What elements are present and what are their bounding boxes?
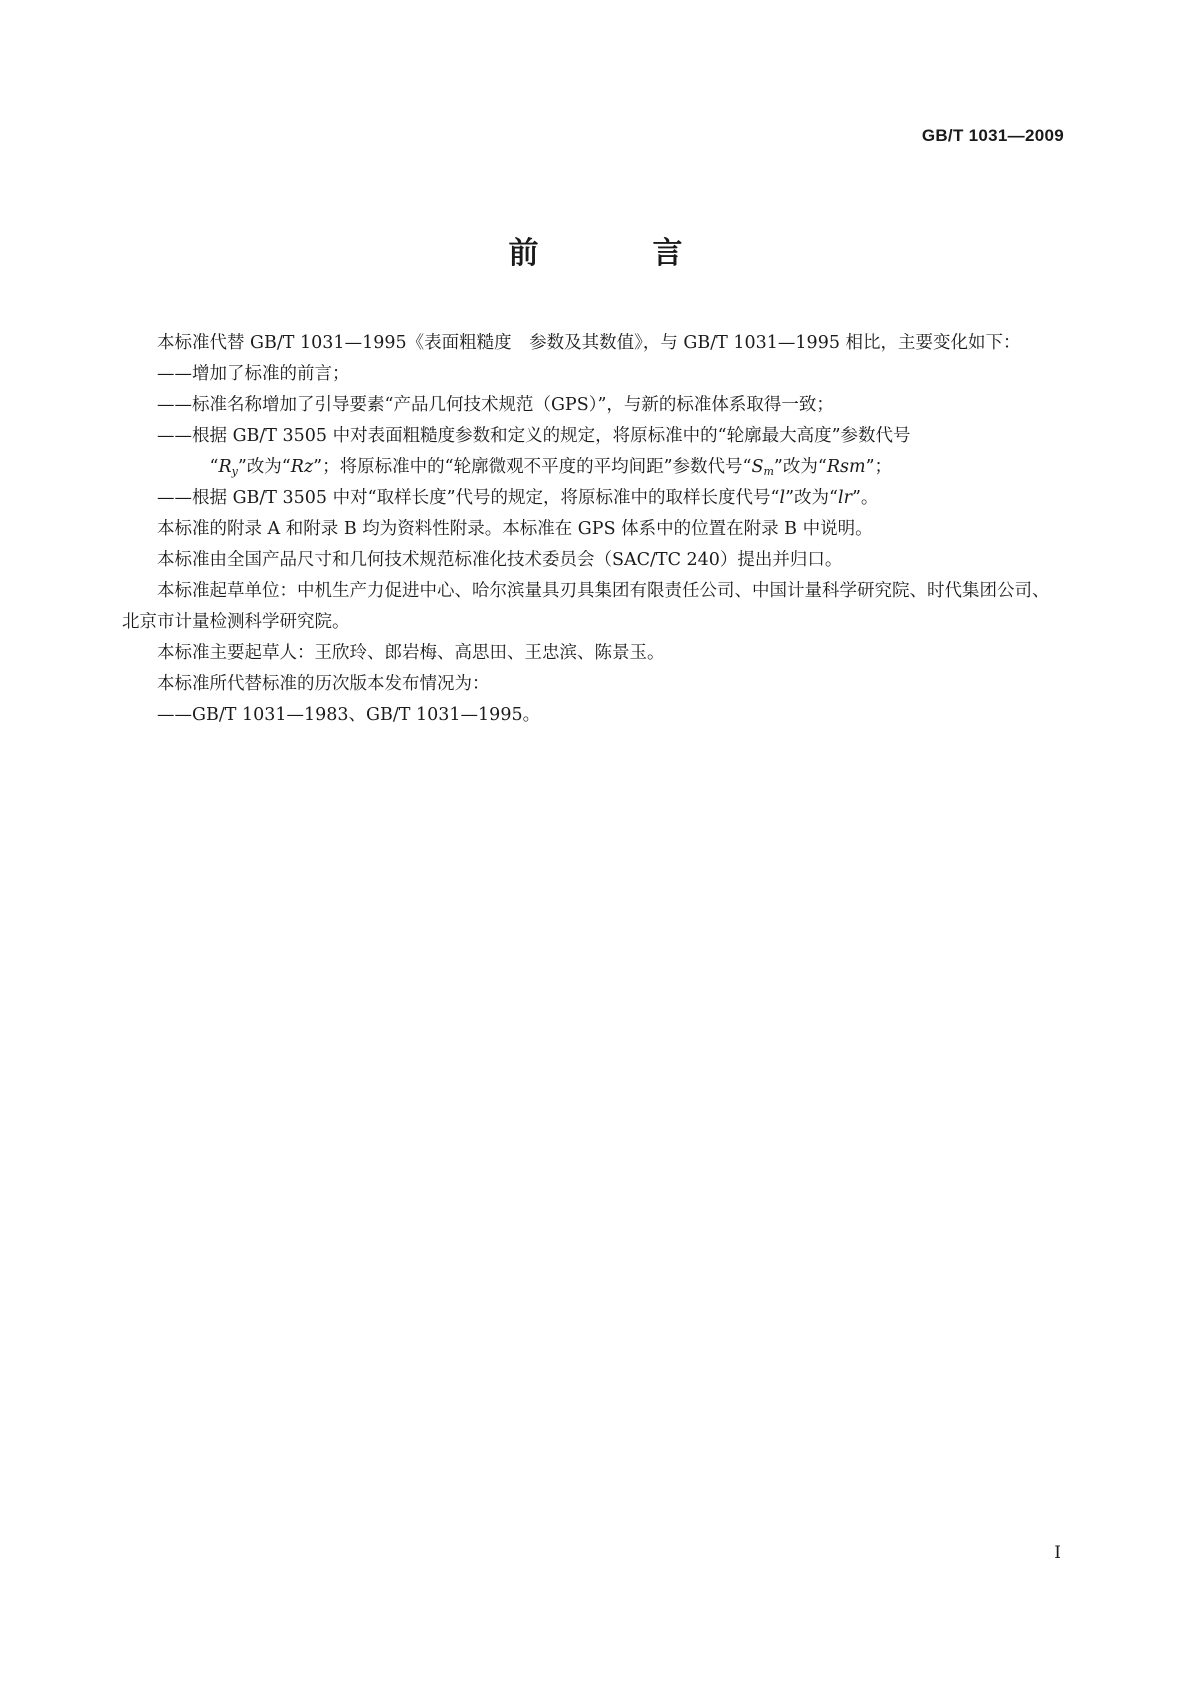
symbol-sm-subscript: m (763, 465, 774, 478)
change-item-1: ——增加了标准的前言； (157, 364, 350, 384)
text-segment: ”；将原标准中的“轮廓微观不平度的平均间距”参数代号“ (313, 457, 752, 477)
page-number: I (1054, 1543, 1061, 1563)
page-title: 前 言 (508, 236, 725, 271)
appendix-paragraph: 本标准的附录 A 和附录 B 均为资料性附录。本标准在 GPS 体系中的位置在附录 B 中说明。 (157, 519, 873, 539)
symbol-rz: Rz (290, 457, 314, 477)
symbol-l: l (779, 488, 786, 508)
foreword-body (122, 328, 1066, 731)
symbol-ry-base: R (218, 457, 232, 477)
symbol-lr: lr (838, 488, 852, 508)
text-segment: ”改为“ (773, 457, 827, 477)
quote-open: “ (209, 457, 219, 477)
symbol-rsm: Rsm (826, 457, 866, 477)
text-segment: ”改为“ (237, 457, 291, 477)
intro-paragraph: 本标准代替 GB/T 1031—1995《表面粗糙度 参数及其数值》，与 GB/T 1031—1995 相比，主要变化如下： (157, 333, 1021, 353)
change-item-4 (122, 483, 1066, 514)
symbol-ry (218, 457, 237, 477)
text-segment: ”改为“ (785, 488, 838, 508)
text-segment: ——根据 GB/T 3505 中对“取样长度”代号的规定，将原标准中的取样长度代号“ (157, 488, 780, 508)
change-item-3-continuation (122, 452, 1066, 483)
symbol-sm (751, 457, 773, 477)
text-segment: ”； (865, 457, 893, 477)
change-item-3: ——根据 GB/T 3505 中对表面粗糙度参数和定义的规定，将原标准中的“轮廓最大高度”参数代号 (157, 426, 911, 446)
symbol-sm-base: S (751, 457, 764, 477)
drafting-units-paragraph: 本标准起草单位：中机生产力促进中心、哈尔滨量具刃具集团有限责任公司、中国计量科学研究院、时代集团公司、北京市计量检测科学研究院。 (122, 581, 1050, 632)
change-item-2: ——标准名称增加了引导要素“产品几何技术规范（GPS）”，与新的标准体系取得一致； (157, 395, 834, 415)
text-segment: ”。 (851, 488, 879, 508)
drafters-paragraph: 本标准主要起草人：王欣玲、郎岩梅、高思田、王忠滨、陈景玉。 (157, 643, 665, 663)
history-paragraph: 本标准所代替标准的历次版本发布情况为： (157, 674, 490, 694)
standard-code: GB/T 1031—2009 (921, 126, 1064, 145)
history-item: ——GB/T 1031—1983、GB/T 1031—1995。 (157, 705, 541, 725)
committee-paragraph: 本标准由全国产品尺寸和几何技术规范标准化技术委员会（SAC/TC 240）提出并归口。 (157, 550, 843, 570)
symbol-ry-subscript: y (231, 465, 238, 478)
